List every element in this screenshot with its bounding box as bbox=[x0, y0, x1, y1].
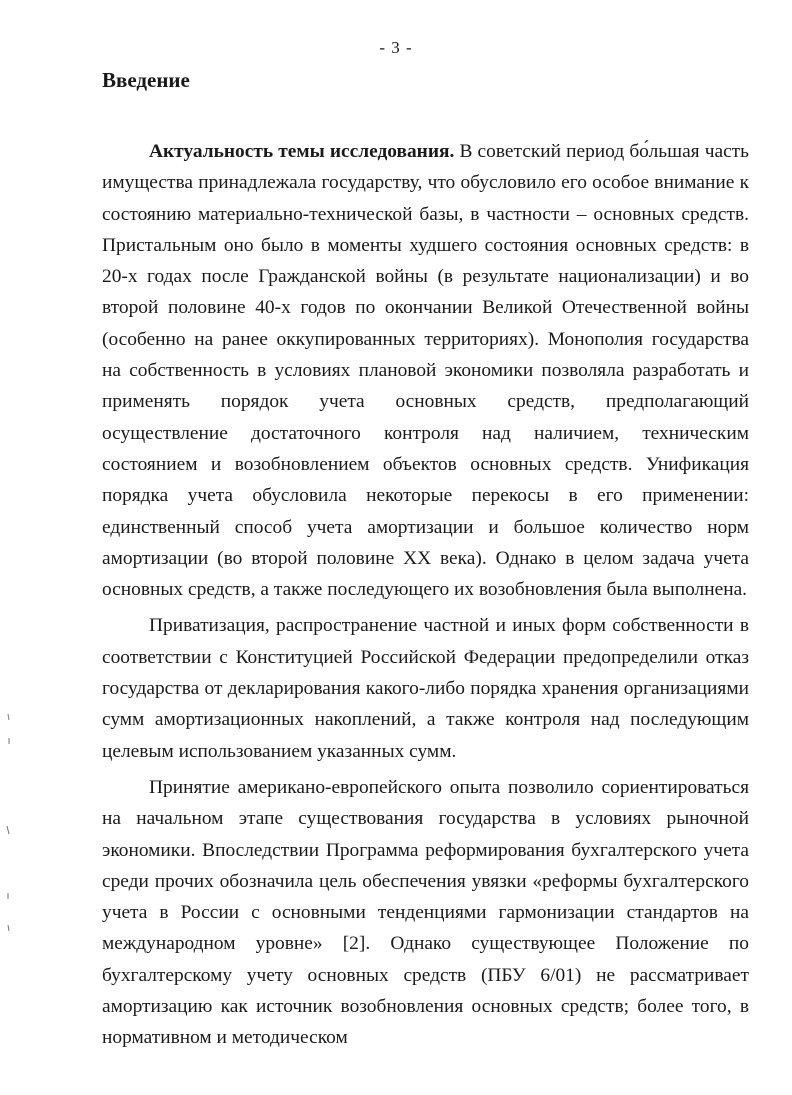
paragraph-text: В советский период бо́льшая часть имущества принадлежала государству, что обусловило его особое внимание к состоянию материально-технической базы, в частности – основных средств. Пристальным оно было в моменты худшего состояния основных средств: в 20-х годах после Гражданской войны (в результате национализации) и во второй половине 40-х годов по окончании Великой Отечественной войны (особенно на ранее оккупированных территориях). Монополия государства на собственность в условиях плановой экономики позволяла разработать и применять порядок учета основных средств, предполагающий осуществление достаточного контроля над наличием, техническим состоянием и возобновлением объектов основных средств. Унификация порядка учета обусловила некоторые перекосы в его применении: единственный способ учета амортизации и большое количество норм амортизации (во второй половине XX века). Однако в целом задача учета основных средств, а также последующего их возобновления была выполнена. bbox=[102, 141, 750, 601]
paragraph-2 bbox=[102, 610, 749, 766]
section-heading: Введение bbox=[102, 68, 190, 92]
paragraph-3 bbox=[102, 772, 749, 1054]
scan-margin-marks bbox=[0, 0, 30, 1095]
paragraph-text: Принятие американо-европейского опыта позволило сориентироваться на начальном этапе существования государства в условиях рыночной экономики. Впоследствии Программа реформирования бухгалтерского учета среди прочих обозначила цель обеспечения увязки «реформы бухгалтерского учета в России с основными тенденциями гармонизации стандартов на международном уровне» [2]. Однако существующее Положение по бухгалтерскому учету основных средств (ПБУ 6/01) не рассматривает амортизацию как источник возобновления основных средств; более того, в нормативном и методическом bbox=[102, 776, 749, 1049]
paragraph-1 bbox=[102, 136, 749, 605]
paragraph-lead-in: Актуальность темы исследования. bbox=[149, 141, 455, 162]
paragraph-text: Приватизация, распространение частной и иных форм собственности в соответствии с Конституцией Российской Федерации предопределили отказ государства от декларирования какого-либо порядка хранения организациями сумм амортизационных накоплений, а также контроля над последующим целевым использованием указанных сумм. bbox=[102, 615, 749, 762]
page-number: - 3 - bbox=[379, 38, 413, 57]
body-text bbox=[102, 136, 749, 1059]
